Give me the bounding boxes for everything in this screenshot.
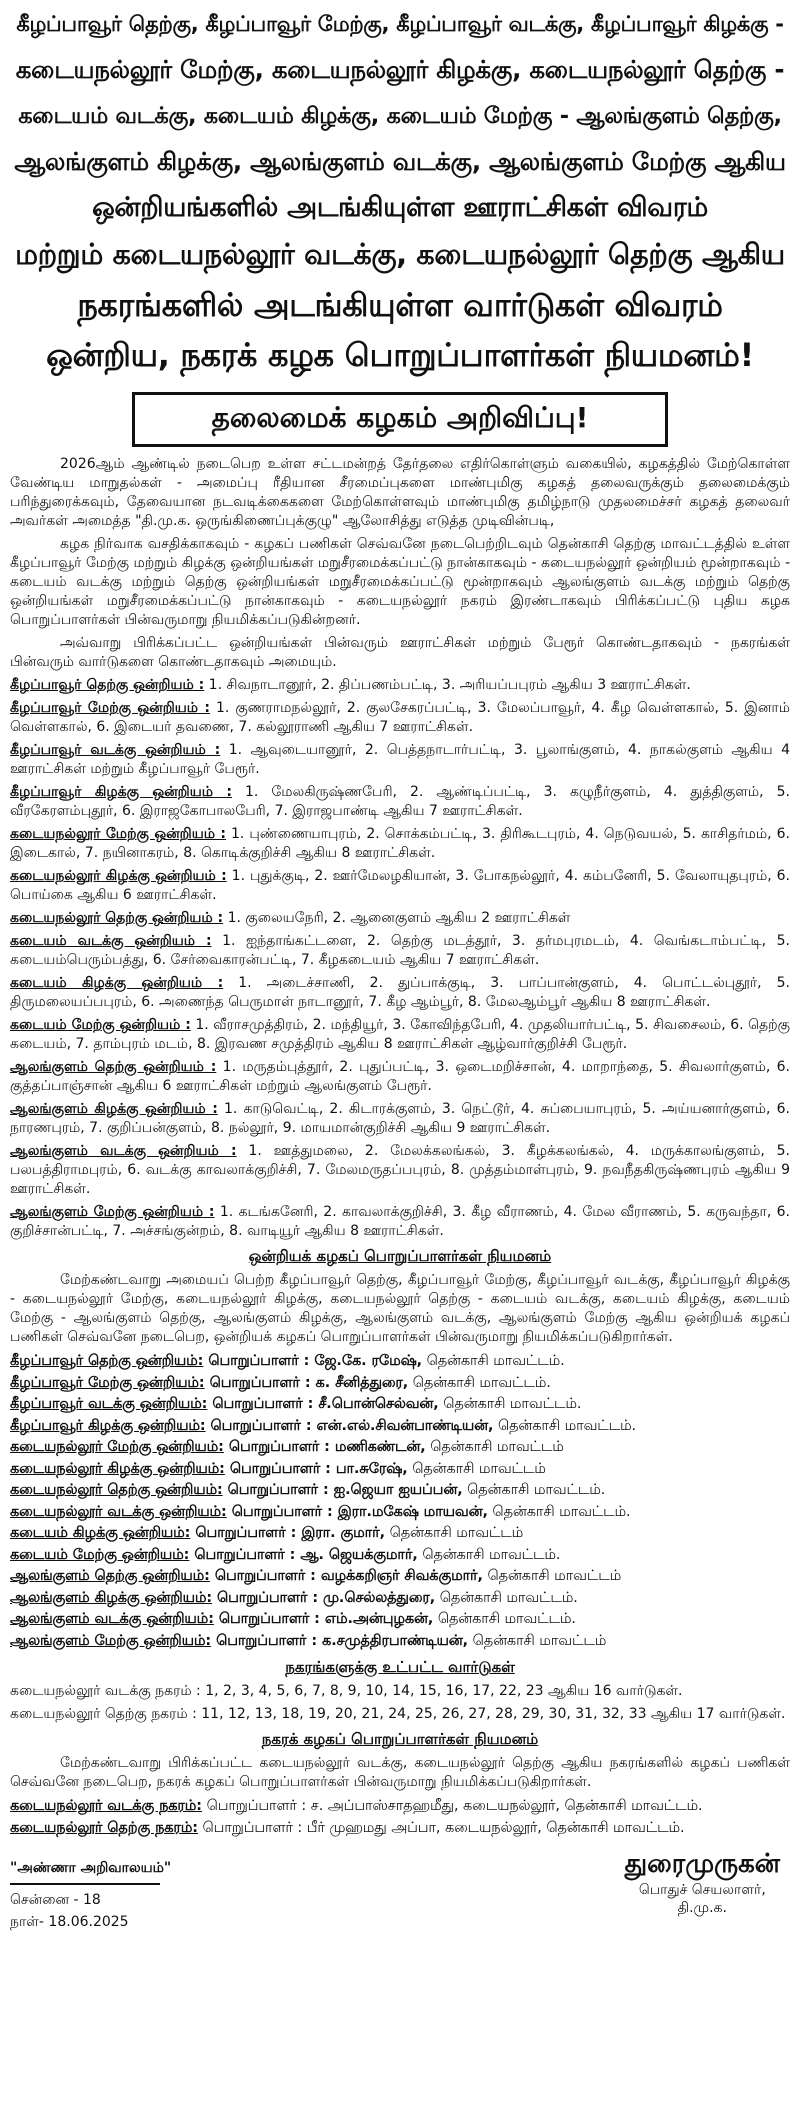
resp-union: கடையநல்லூர் வடக்கு ஒன்றியம்: bbox=[10, 1503, 227, 1520]
union-label: ஆலங்குளம் தெற்கு ஒன்றியம் : bbox=[10, 1059, 217, 1075]
resp-name: க. சீனித்துரை, bbox=[310, 1374, 409, 1391]
notice-title: தலைமைக் கழகம் அறிவிப்பு! bbox=[132, 392, 668, 447]
ward-numbers: 1, 2, 3, 4, 5, 6, 7, 8, 9, 10, 14, 15, 16, 17, 22, 23 ஆகிய 16 வார்டுகள். bbox=[200, 1683, 683, 1699]
union-resp-intro: மேற்கண்டவாறு அமையப் பெற்ற கீழப்பாவூர் தெற்கு, கீழப்பாவூர் மேற்கு, கீழப்பாவூர் வடக்கு, கீழப்பாவூர் கிழக்கு - கடையநல்லூர் மேற்கு, கடையநல்லூர் கிழக்கு, கடையநல்லூர் தெற்கு - கடையம் வடக்கு, கடையம் கிழக்கு, கடையம் மேற்கு - ஆலங்குளம் தெற்கு, ஆலங்குளம் கிழக்கு, ஆலங்குளம் வடக்கு, ஆலங்குளம் மேற்கு ஆகிய ஒன்றியக் கழகப் பணிகள் செவ்வனே நடைபெற, ஒன்றியக் கழகப் பொறுப்பாளர்கள் பின்வருமாறு நியமிக்கப்படுகிறார்கள். bbox=[10, 1272, 790, 1345]
town-resp-text: பொறுப்பாளர் : ச. அப்பாஸ்சாதஹமீது, கடையநல்லூர், தென்காசி மாவட்டம். bbox=[202, 1798, 703, 1814]
resp-role: பொறுப்பாளர் : bbox=[207, 1396, 314, 1412]
resp-role: பொறுப்பாளர் : bbox=[190, 1525, 297, 1541]
footer bbox=[10, 1849, 790, 1959]
resp-role: பொறுப்பாளர் : bbox=[203, 1353, 310, 1369]
union-villages: 1. மருதம்புத்தூர், 2. புதுப்பட்டி, 3. ஒடைமறிச்சான், 4. மாறாந்தை, 5. சிவலார்குளம், 6. குத்தப்பாஞ்சான் ஆகிய 6 ஊராட்சிகள் மற்றும் ஆலங்குளம் பேரூர். bbox=[10, 1059, 790, 1094]
resp-role: பொறுப்பாளர் : bbox=[223, 1439, 330, 1455]
resp-place: தென்காசி மாவட்டம் bbox=[425, 1439, 564, 1455]
headline-line: கடையநல்லூர் மேற்கு, கடையநல்லூர் கிழக்கு, கடையநல்லூர் தெற்கு - bbox=[15, 55, 785, 84]
union-list bbox=[10, 676, 790, 1241]
resp-union: ஆலங்குளம் கிழக்கு ஒன்றியம்: bbox=[10, 1589, 213, 1606]
resp-row bbox=[10, 1373, 790, 1395]
resp-name: க.சமுத்திரபாண்டியன், bbox=[317, 1632, 469, 1649]
resp-role: பொறுப்பாளர் : bbox=[222, 1482, 329, 1498]
union-villages: 1. புண்ணையாபுரம், 2. சொக்கம்பட்டி, 3. திரிகூடபுரம், 4. நெடுவயல், 5. காசிதர்மம், 6. இடைகால், 7. நயினாகரம், 8. கொடிக்குறிச்சி ஆகிய 8 ஊராட்சிகள். bbox=[10, 826, 790, 861]
union-entry bbox=[10, 1203, 790, 1241]
union-villages: 1. கடங்கனேரி, 2. காவலாக்குறிச்சி, 3. கீழ வீராணம், 4. மேல வீராணம், 5. கருவந்தா, 6. குறிச்சான்பட்டி, 7. அச்சங்குன்றம், 8. வாடியூர் ஆகிய 8 ஊராட்சிகள். bbox=[10, 1204, 790, 1239]
footer-rule bbox=[10, 1883, 160, 1885]
union-label: கீழப்பாவூர் வடக்கு ஒன்றியம் : bbox=[10, 742, 221, 758]
union-entry bbox=[10, 974, 790, 1012]
union-villages: 1. குணராமநல்லூர், 2. குலசேகரப்பட்டி, 3. மேலப்பாவூர், 4. கீழ வெள்ளகால், 5. இனாம் வெள்ளகால், 6. இடையர் தவணை, 7. கல்லூராணி ஆகிய 7 ஊராட்சிகள். bbox=[10, 700, 790, 735]
resp-place: தென்காசி மாவட்டம். bbox=[422, 1353, 565, 1369]
intro-paragraph: கழக நிர்வாக வசதிக்காகவும் - கழகப் பணிகள் செவ்வனே நடைபெற்றிடவும் தென்காசி தெற்கு மாவட்டத்தில் உள்ள கீழப்பாவூர் மேற்கு மற்றும் கிழக்கு ஒன்றியங்கள் மறுசீரமைக்கப்பட்டு நான்காகவும் - கடையநல்லூர் ஒன்றியம் மூன்றாகவும் - கடையம் வடக்கு மற்றும் தெற்கு ஒன்றியங்கள் மறுசீரமைக்கப்பட்டு மூன்றாகவும் ஆலங்குளம் வடக்கு மற்றும் தெற்கு ஒன்றியங்கள் மறுசீரமைக்கப்பட்டு நான்காகவும் - கடையநல்லூர் நகரம் இரண்டாகவும் பிரிக்கப்பட்டு புதிய கழக பொறுப்பாளர்கள் பின்வருமாறு நியமிக்கப்படுகின்றனர். bbox=[10, 536, 791, 628]
resp-union: கடையம் மேற்கு ஒன்றியம்: bbox=[10, 1546, 190, 1563]
resp-row bbox=[10, 1566, 790, 1588]
resp-role: பொறுப்பாளர் : bbox=[189, 1546, 296, 1563]
signatory-designation: பொதுச் செயலாளர், bbox=[638, 1882, 766, 1898]
footer-address bbox=[10, 1857, 171, 1933]
resp-place: தென்காசி மாவட்டம் bbox=[385, 1525, 524, 1541]
resp-union: ஆலங்குளம் தெற்கு ஒன்றியம்: bbox=[10, 1568, 210, 1584]
resp-union: ஆலங்குளம் வடக்கு ஒன்றியம்: bbox=[10, 1611, 214, 1627]
union-label: கடையநல்லூர் மேற்கு ஒன்றியம் : bbox=[10, 826, 226, 842]
resp-row bbox=[10, 1351, 790, 1373]
headline-line: நகரங்களில் அடங்கியுள்ள வார்டுகள் விவரம் bbox=[77, 286, 723, 324]
union-label: கடையம் கிழக்கு ஒன்றியம் : bbox=[10, 975, 224, 991]
resp-row bbox=[10, 1609, 790, 1631]
resp-name: ஜே.கே. ரமேஷ், bbox=[309, 1353, 423, 1369]
resp-row bbox=[10, 1523, 790, 1545]
headline-line: கீழப்பாவூர் தெற்கு, கீழப்பாவூர் மேற்கு, கீழப்பாவூர் வடக்கு, கீழப்பாவூர் கிழக்கு - bbox=[16, 12, 784, 36]
town-resp-intro: மேற்கண்டவாறு பிரிக்கப்பட்ட கடையநல்லூர் வடக்கு, கடையநல்லூர் தெற்கு ஆகிய நகரங்களில் கழகப் பணிகள் செவ்வனே நடைபெற, நகரக் கழகப் பொறுப்பாளர்கள் பின்வருமாறு நியமிக்கப்படுகிறார்கள். bbox=[10, 1755, 790, 1790]
resp-union: கீழப்பாவூர் கிழக்கு ஒன்றியம்: bbox=[10, 1417, 206, 1434]
ward-entry bbox=[10, 1682, 790, 1701]
union-resp-list bbox=[10, 1351, 790, 1652]
resp-union: கீழப்பாவூர் தெற்கு ஒன்றியம்: bbox=[10, 1353, 204, 1369]
resp-place: தென்காசி மாவட்டம். bbox=[487, 1503, 631, 1520]
union-villages: 1. ஐந்தாங்கட்டளை, 2. தெற்கு மடத்தூர், 3. தர்மபுரமடம், 4. வெங்கடாம்பட்டி, 5. கடையம்பெரும்பத்து, 6. சேர்வைகாரன்பட்டி, 7. கீழகடையம் ஆகிய 7 ஊராட்சிகள். bbox=[10, 933, 791, 968]
headline-line: ஒன்றிய, நகரக் கழக பொறுப்பாளர்கள் நியமனம்! bbox=[46, 336, 754, 374]
union-entry bbox=[10, 1058, 790, 1096]
resp-row bbox=[10, 1502, 790, 1524]
ward-label: கடையநல்லூர் தெற்கு நகரம் : bbox=[10, 1706, 197, 1722]
union-villages: 1. மேலகிருஷ்ணபேரி, 2. ஆண்டிப்பட்டி, 3. கழுநீர்குளம், 4. துத்திகுளம், 5. வீரகேரளம்புதூர், 6. இராஜகோபாலபேரி, 7. இராஜபாண்டி ஆகிய 7 ஊராட்சிகள். bbox=[10, 784, 790, 819]
party-name: தி.மு.க. bbox=[677, 1900, 727, 1916]
union-entry bbox=[10, 1142, 790, 1199]
resp-row bbox=[10, 1631, 790, 1653]
resp-row bbox=[10, 1437, 790, 1459]
town-resp-row bbox=[10, 1818, 790, 1840]
signature-block bbox=[625, 1849, 780, 1918]
resp-row bbox=[10, 1416, 790, 1438]
union-entry bbox=[10, 741, 790, 779]
resp-place: தென்காசி மாவட்டம். bbox=[438, 1396, 582, 1412]
headline-line: ஒன்றியங்களில் அடங்கியுள்ள ஊராட்சிகள் விவரம் bbox=[92, 192, 708, 223]
resp-union: கடையநல்லூர் கிழக்கு ஒன்றியம்: bbox=[10, 1460, 225, 1477]
resp-place: தென்காசி மாவட்டம் bbox=[482, 1568, 622, 1584]
ward-label: கடையநல்லூர் வடக்கு நகரம் : bbox=[10, 1683, 201, 1699]
resp-place: தென்காசி மாவட்டம். bbox=[408, 1374, 551, 1391]
resp-name: ஐ.ஜெயா ஐயப்பன், bbox=[328, 1482, 463, 1498]
resp-name: வழக்கறிஞர் சிவக்குமார், bbox=[315, 1568, 483, 1584]
union-entry bbox=[10, 699, 790, 737]
resp-row bbox=[10, 1588, 790, 1610]
union-label: கீழப்பாவூர் தெற்கு ஒன்றியம் : bbox=[10, 677, 205, 693]
union-entry bbox=[10, 909, 790, 928]
headline-line: மற்றும் கடையநல்லூர் வடக்கு, கடையநல்லூர் தெற்கு ஆகிய bbox=[15, 238, 785, 271]
union-label: ஆலங்குளம் கிழக்கு ஒன்றியம் : bbox=[10, 1101, 218, 1117]
union-villages: 1. வீராசமுத்திரம், 2. மந்தியூர், 3. கோவிந்தபேரி, 4. முதலியார்பட்டி, 5. சிவசைலம், 6. தெற்கு கடையம், 7. தாம்புரம் மடம், 8. இரவண சமுத்திரம் ஆகிய 8 ஊராட்சிகள் ஆழ்வார்குறிச்சி பேரூர். bbox=[10, 1017, 791, 1052]
union-label: கடையநல்லூர் கிழக்கு ஒன்றியம் : bbox=[10, 868, 227, 884]
union-label: கீழப்பாவூர் கிழக்கு ஒன்றியம் : bbox=[10, 784, 233, 800]
resp-role: பொறுப்பாளர் : bbox=[211, 1632, 318, 1649]
resp-place: தென்காசி மாவட்டம். bbox=[417, 1546, 561, 1563]
town-resp-text: பொறுப்பாளர் : பீர் முஹமது அப்பா, கடையநல்லூர், தென்காசி மாவட்டம். bbox=[198, 1819, 685, 1836]
union-villages: 1. குலையநேரி, 2. ஆனைகுளம் ஆகிய 2 ஊராட்சிகள் bbox=[223, 910, 571, 926]
resp-place: தென்காசி மாவட்டம் bbox=[468, 1632, 607, 1649]
signatory-name: துரைமுருகன் bbox=[624, 1849, 780, 1879]
ward-entry bbox=[10, 1705, 790, 1724]
resp-role: பொறுப்பாளர் : bbox=[226, 1503, 333, 1520]
resp-role: பொறுப்பாளர் : bbox=[205, 1417, 312, 1434]
union-entry bbox=[10, 676, 790, 695]
resp-name: பா.சுரேஷ், bbox=[330, 1460, 408, 1477]
town-resp-title: நகரக் கழகப் பொறுப்பாளர்கள் நியமனம் bbox=[261, 1730, 539, 1748]
wards-title: நகரங்களுக்கு உட்பட்ட வார்டுகள் bbox=[285, 1658, 515, 1676]
town-label: கடையநல்லூர் தெற்கு நகரம்: bbox=[10, 1819, 198, 1836]
union-villages: 1. ஆவுடையானூர், 2. பெத்தநாடார்பட்டி, 3. பூலாங்குளம், 4. நாகல்குளம் ஆகிய 4 ஊராட்சிகள் மற்றும் கீழப்பாவூர் பேரூர். bbox=[10, 742, 790, 777]
union-entry bbox=[10, 932, 790, 970]
resp-name: சீ.பொன்செல்வன், bbox=[313, 1396, 439, 1412]
office-name: "அண்ணா அறிவாலயம்" bbox=[10, 1860, 172, 1876]
union-label: கடையம் வடக்கு ஒன்றியம் : bbox=[10, 933, 212, 949]
resp-role: பொறுப்பாளர் : bbox=[204, 1374, 311, 1391]
union-entry bbox=[10, 1100, 790, 1138]
resp-union: கடையநல்லூர் மேற்கு ஒன்றியம்: bbox=[10, 1439, 224, 1455]
union-entry bbox=[10, 1016, 790, 1054]
resp-union: கடையம் கிழக்கு ஒன்றியம்: bbox=[10, 1525, 191, 1541]
resp-name: என்.எல்.சிவன்பாண்டியன், bbox=[311, 1417, 494, 1434]
resp-name: எம்.அன்புழகன், bbox=[319, 1611, 434, 1627]
intro-paragraph: அவ்வாறு பிரிக்கப்பட்ட ஒன்றியங்கள் பின்வரும் ஊராட்சிகள் மற்றும் பேரூர் கொண்டதாகவும் - நகரங்கள் பின்வரும் வார்டுகளை கொண்டதாகவும் அமையும். bbox=[10, 635, 790, 670]
union-label: ஆலங்குளம் வடக்கு ஒன்றியம் : bbox=[10, 1143, 237, 1159]
resp-union: கீழப்பாவூர் மேற்கு ஒன்றியம்: bbox=[10, 1374, 205, 1391]
town-label: கடையநல்லூர் வடக்கு நகரம்: bbox=[10, 1798, 203, 1814]
resp-name: இரா.மகேஷ் மாயவன், bbox=[332, 1503, 488, 1520]
town-resp-row bbox=[10, 1796, 790, 1818]
resp-row bbox=[10, 1545, 790, 1567]
union-entry bbox=[10, 783, 790, 821]
resp-place: தென்காசி மாவட்டம் bbox=[407, 1460, 546, 1477]
document-page bbox=[0, 2, 800, 2128]
union-label: கடையம் மேற்கு ஒன்றியம் : bbox=[10, 1017, 191, 1033]
resp-name: இரா. குமார், bbox=[296, 1525, 386, 1541]
union-villages: 1. அடைச்சாணி, 2. துப்பாக்குடி, 3. பாப்பான்குளம், 4. பொட்டல்புதூர், 5. திருமலையப்பபுரம், 6. அணைந்த பெருமாள் நாடானூர், 7. கீழ ஆம்பூர், 8. மேலஆம்பூர் ஆகிய 8 ஊராட்சிகள். bbox=[10, 975, 790, 1010]
union-entry bbox=[10, 825, 790, 863]
resp-union: ஆலங்குளம் மேற்கு ஒன்றியம்: bbox=[10, 1632, 212, 1649]
headline-line: ஆலங்குளம் கிழக்கு, ஆலங்குளம் வடக்கு, ஆலங்குளம் மேற்கு ஆகிய bbox=[14, 147, 786, 176]
resp-role: பொறுப்பாளர் : bbox=[213, 1611, 320, 1627]
union-villages: 1. ஊத்துமலை, 2. மேலக்கலங்கல், 3. கீழக்கலங்கல், 4. மருக்காலங்குளம், 5. பலபத்திராமபுரம், 6. வடக்கு காவலாக்குறிச்சி, 7. மேலமருதப்பபுரம், 8. முத்தம்மாள்புரம், 9. நவநீதகிருஷ்ணபுரம் ஆகிய 9 ஊராட்சிகள். bbox=[10, 1143, 791, 1197]
resp-place: தென்காசி மாவட்டம். bbox=[493, 1417, 637, 1434]
resp-place: தென்காசி மாவட்டம். bbox=[435, 1589, 578, 1606]
resp-row bbox=[10, 1459, 790, 1481]
intro-paragraph: 2026ஆம் ஆண்டில் நடைபெற உள்ள சட்டமன்றத் தேர்தலை எதிர்கொள்ளும் வகையில், கழகத்தில் மேற்கொள்ள வேண்டிய மாறுதல்கள் - அமைப்பு ரீதியான சீரமைப்புகளை மாண்புமிகு கழகத் தலைவருக்கும் தலைமைக்கும் பரிந்துரைக்கவும், தேவையான நடவடிக்கைகளை மேற்கொள்ளவும் மாண்புமிகு தமிழ்நாடு முதலமைச்சர் கழகத் தலைவர் அவர்கள் அமைத்த "தி.மு.க. ஒருங்கிணைப்புக்குழு" ஆலோசித்து எடுத்த முடிவின்படி, bbox=[10, 456, 790, 529]
union-villages: 1. சிவநாடானூர், 2. திப்பணம்பட்டி, 3. அரியப்பபுரம் ஆகிய 3 ஊராட்சிகள். bbox=[204, 677, 691, 693]
union-entry bbox=[10, 867, 790, 905]
union-villages: 1. புதுக்குடி, 2. ஊர்மேலழகியான், 3. போகநல்லூர், 4. கம்பனேரி, 5. வேலாயுதபுரம், 6. பொய்கை ஆகிய 6 ஊராட்சிகள். bbox=[10, 868, 790, 903]
resp-role: பொறுப்பாளர் : bbox=[212, 1589, 319, 1606]
headline-line: கடையம் வடக்கு, கடையம் கிழக்கு, கடையம் மேற்கு - ஆலங்குளம் தெற்கு, bbox=[18, 103, 782, 129]
union-label: கடையநல்லூர் தெற்கு ஒன்றியம் : bbox=[10, 910, 224, 926]
office-city: சென்னை - 18 bbox=[10, 1892, 101, 1908]
union-resp-title: ஒன்றியக் கழகப் பொறுப்பாளர்கள் நியமனம் bbox=[248, 1247, 552, 1265]
resp-role: பொறுப்பாளர் : bbox=[224, 1460, 331, 1477]
notice-date: நாள்- 18.06.2025 bbox=[10, 1914, 129, 1930]
resp-row bbox=[10, 1480, 790, 1502]
resp-name: மணிகண்டன், bbox=[329, 1439, 426, 1455]
resp-role: பொறுப்பாளர் : bbox=[209, 1568, 316, 1584]
headline bbox=[10, 2, 790, 380]
resp-name: மு.செல்லத்துரை, bbox=[318, 1589, 436, 1606]
resp-place: தென்காசி மாவட்டம். bbox=[462, 1482, 606, 1498]
ward-numbers: 11, 12, 13, 18, 19, 20, 21, 24, 25, 26, 27, 28, 29, 30, 31, 32, 33 ஆகிய 17 வார்டுகள். bbox=[196, 1706, 786, 1722]
union-label: ஆலங்குளம் மேற்கு ஒன்றியம் : bbox=[10, 1204, 215, 1220]
resp-place: தென்காசி மாவட்டம். bbox=[433, 1611, 576, 1627]
union-label: கீழப்பாவூர் மேற்கு ஒன்றியம் : bbox=[10, 700, 211, 716]
resp-union: கடையநல்லூர் தெற்கு ஒன்றியம்: bbox=[10, 1482, 223, 1498]
union-villages: 1. காடுவெட்டி, 2. கிடாரக்குளம், 3. நெட்டூர், 4. சுப்பையாபுரம், 5. அய்யனார்குளம், 6. நாரணபுரம், 7. குறிப்பன்குளம், 8. நல்லூர், 9. மாயமான்குறிச்சி ஆகிய 9 ஊராட்சிகள். bbox=[10, 1101, 790, 1136]
resp-union: கீழப்பாவூர் வடக்கு ஒன்றியம்: bbox=[10, 1396, 208, 1412]
resp-name: ஆ. ஜெயக்குமார், bbox=[295, 1546, 418, 1563]
resp-row bbox=[10, 1394, 790, 1416]
